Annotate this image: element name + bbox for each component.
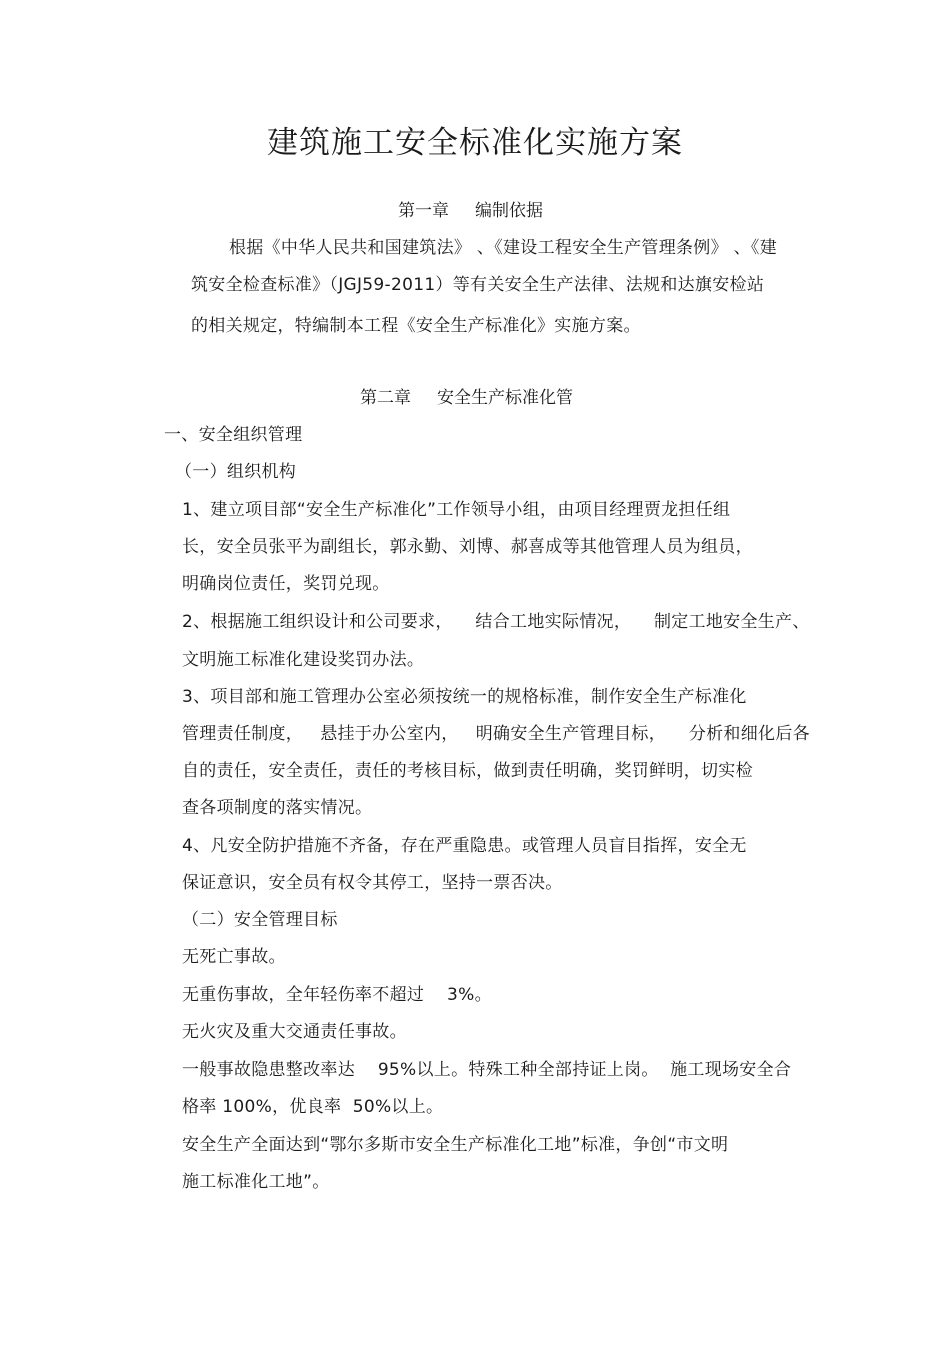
item2-line: 文明施工标准化建设奖罚办法。 [182,650,425,670]
chapter1-name: 编制依据 [475,201,543,221]
goal-line: 无重伤事故，全年轻伤率不超过 3%。 [182,985,492,1005]
goal-line: 一般事故隐患整改率达 95%以上。特殊工种全部持证上岗。 施工现场安全合 [182,1060,792,1080]
goal-line: 无死亡事故。 [182,947,286,967]
item1-line: 长，安全员张平为副组长，郭永勤、刘博、郝喜成等其他管理人员为组员， [182,537,753,557]
chapter1-line: 的相关规定，特编制本工程《安全生产标准化》实施方案。 [191,316,641,336]
item3-line: 管理责任制度， 悬挂于办公室内， 明确安全生产管理目标， 分析和细化后各 [182,724,810,744]
chapter2-name: 安全生产标准化管 [437,388,573,408]
goal-line: 无火灾及重大交通责任事故。 [182,1022,407,1042]
item4-line: 4、凡安全防护措施不齐备，存在严重隐患。或管理人员盲目指挥，安全无 [182,836,747,856]
subsection-heading: （二）安全管理目标 [182,910,338,930]
section-heading: 一、安全组织管理 [164,425,303,445]
item3-line: 查各项制度的落实情况。 [182,798,373,818]
goal-line: 格率 100%，优良率 50%以上。 [182,1097,444,1117]
chapter1-line: 筑安全检查标准》（JGJ59-2011）等有关安全生产法律、法规和达旗安检站 [191,275,765,295]
item2-line: 2、根据施工组织设计和公司要求， 结合工地实际情况， 制定工地安全生产、 [182,612,810,632]
item4-line: 保证意识，安全员有权令其停工，坚持一票否决。 [182,873,563,893]
chapter2-number: 第二章 [360,388,411,408]
goal-line: 安全生产全面达到“鄂尔多斯市安全生产标准化工地”标准，争创“市文明 [182,1135,729,1155]
item1-line: 1、建立项目部“安全生产标准化”工作领导小组，由项目经理贾龙担任组 [182,500,731,520]
item3-line: 自的责任，安全责任，责任的考核目标，做到责任明确，奖罚鲜明，切实检 [182,761,753,781]
subsection-heading: （一）组织机构 [175,462,297,482]
document-title: 建筑施工安全标准化实施方案 [267,125,683,161]
chapter1-line: 根据《中华人民共和国建筑法》 、《建设工程安全生产管理条例》 、《建 [229,238,778,258]
chapter1-number: 第一章 [398,201,449,221]
item1-line: 明确岗位责任，奖罚兑现。 [182,574,390,594]
goal-line: 施工标准化工地”。 [182,1172,330,1192]
item3-line: 3、项目部和施工管理办公室必须按统一的规格标准，制作安全生产标准化 [182,687,747,707]
